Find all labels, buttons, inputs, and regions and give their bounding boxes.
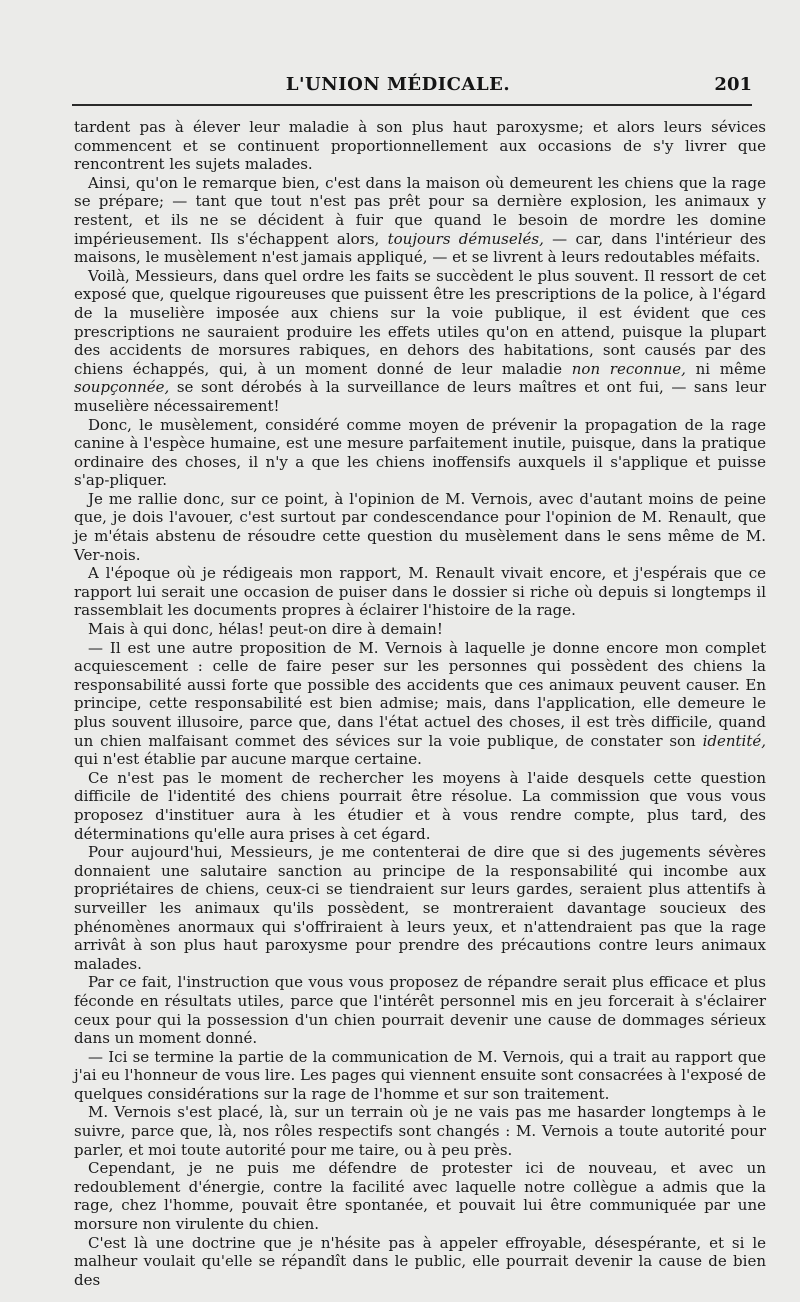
paragraph-p2 [74,267,766,416]
paragraph-p6 [74,620,766,639]
text-run: Mais à qui donc, hélas! peut-on dire à demain! [88,620,443,639]
running-title: L'UNION MÉDICALE. [285,74,511,95]
paragraph-p14 [74,1234,766,1290]
page-number: 201 [714,74,752,95]
text-run: M. Vernois s'est placé, là, sur un terrain où je ne vais pas me hasarder longtemps à le suivre, parce que, là, nos rôles respectifs sont changés : M. Vernois a toute autorité pour parler, et moi toute autorité pour me taire, ou à peu près. [74,1103,766,1159]
paragraph-p7 [74,639,766,769]
paragraph-p9 [74,843,766,973]
italic-phrase: non reconnue, [571,359,686,378]
text-run: Pour aujourd'hui, Messieurs, je me contenterai de dire que si des jugements sévères donnaient une salutaire sanction au principe de la responsabilité qui incombe aux propriétaires de chiens, ceux-ci se tiendraient sur leurs gardes, seraient plus attentifs à surveiller les animaux qu'ils possèdent, se montreraient davantage soucieux des phénomènes anormaux qui s'offriraient à leurs yeux, et n'attendraient pas que la rage arrivât à son plus haut paroxysme pour prendre des précautions contre leurs animaux malades. [74,843,766,973]
italic-phrase: identité, [702,731,766,750]
text-run: Par ce fait, l'instruction que vous vous proposez de répandre serait plus efficace et plus féconde en résultats utiles, parce que l'intérêt personnel mis en jeu forcerait à s'éclairer ceux pour qui la possession d'un chien pourrait devenir une cause de dommages sérieux dans un moment donné. [74,973,766,1048]
italic-phrase: soupçonnée, [74,378,170,397]
paragraph-p10 [74,973,766,1047]
paragraph-p12 [74,1103,766,1159]
text-run: Voilà, Messieurs, dans quel ordre les faits se succèdent le plus souvent. Il ressort de cet exposé que, quelque rigoureuses que puissent être les prescriptions de la police, à l'égard de la muselière imposée aux chiens sur la voie publique, il est évident que ces prescriptions ne sauraient produire les effets utiles qu'on en attend, puisque la plupart des accidents de morsures rabiques, en dehors des habitations, sont causés par des chiens échappés, qui, à un moment donné de leur maladie [74,266,766,378]
paragraph-p13 [74,1159,766,1233]
text-run: — Ici se termine la partie de la communication de M. Vernois, qui a trait au rapport que j'ai eu l'honneur de vous lire. Les pages qui viennent ensuite sont consacrées à l'exposé de quelques considérations sur la rage de l'homme et sur son traitement. [74,1047,766,1103]
text-run: Ainsi, qu'on le remarque bien, c'est dans la maison où demeurent les chiens que la rage se prépare; — tant que tout n'est pas prêt pour sa dernière explosion, les animaux y restent, et ils ne se décident à fuir que quand le besoin de mordre les domine impérieusement. Ils s'échappent alors, [74,173,766,248]
text-run: — Il est une autre proposition de M. Vernois à laquelle je donne encore mon complet acquiescement : celle de faire peser sur les personnes qui possèdent des chiens la responsabilité aussi forte que possible des accidents que ces animaux peuvent causer. En principe, cette responsabilité est bien admise; mais, dans l'application, elle demeure le plus souvent illusoire, parce que, dans l'état actuel des choses, il est très difficile, quand un chien malfaisant commet des sévices sur la voie publique, de constater son [74,638,766,750]
text-run: ni même [685,359,766,378]
text-run: qui n'est établie par aucune marque certaine. [74,750,422,769]
text-run: C'est là une doctrine que je n'hésite pas à appeler effroyable, désespérante, et si le malheur voulait qu'elle se répandît dans le public, elle pourrait devenir la cause de bien des [74,1233,766,1289]
paragraph-p3 [74,416,766,490]
italic-phrase: toujours démuselés, [387,229,544,248]
text-run: Cependant, je ne puis me défendre de protester ici de nouveau, et avec un redoublement d'énergie, contre la facilité avec laquelle notre collègue a admis que la rage, chez l'homme, pouvait être spontanée, et pouvait lui être communiquée par une morsure non virulente du chien. [74,1159,766,1234]
text-run: A l'époque où je rédigeais mon rapport, M. Renault vivait encore, et j'espérais que ce rapport lui serait une occasion de puiser dans le dossier si riche où depuis si longtemps il rassemblait les documents propres à éclairer l'histoire de la rage. [74,564,766,620]
text-run: Je me rallie donc, sur ce point, à l'opinion de M. Vernois, avec d'autant moins de peine que, je dois l'avouer, c'est surtout par condescendance pour l'opinion de M. Renault, que je m'étais abstenu de résoudre cette question du musèlement dans le sens même de M. Ver-nois. [74,489,766,564]
paragraph-p5 [74,564,766,620]
paragraph-p4 [74,490,766,564]
text-run: Ce n'est pas le moment de rechercher les moyens à l'aide desquels cette question difficile de l'identité des chiens pourrait être résolue. La commission que vous vous proposez d'instituer aura à les étudier et à vous rendre compte, plus tard, des déterminations qu'elle aura prises à cet égard. [74,768,766,843]
text-run: se sont dérobés à la surveillance de leurs maîtres et ont fui, — sans leur muselière nécessairement! [74,378,766,415]
paragraph-p0 [74,118,766,174]
article-body [74,118,766,1289]
text-run: — car, dans l'intérieur des maisons, le musèlement n'est jamais appliqué, — et se livrent à leurs redoutables méfaits. [74,229,766,267]
page-header [0,74,800,98]
text-run: tardent pas à élever leur maladie à son plus haut paroxysme; et alors leurs sévices commencent et se continuent proportionnellement aux occasions de s'y livrer que rencontrent les sujets malades. [74,118,766,174]
paragraph-p1 [74,174,766,267]
header-rule [72,104,752,106]
text-run: Donc, le musèlement, considéré comme moyen de prévenir la propagation de la rage canine à l'espèce humaine, est une mesure parfaitement inutile, puisque, dans la pratique ordinaire des choses, il n'y a que les chiens inoffensifs auxquels il s'applique et puisse s'ap-pliquer. [74,415,766,490]
paragraph-p11 [74,1048,766,1104]
paragraph-p8 [74,769,766,843]
